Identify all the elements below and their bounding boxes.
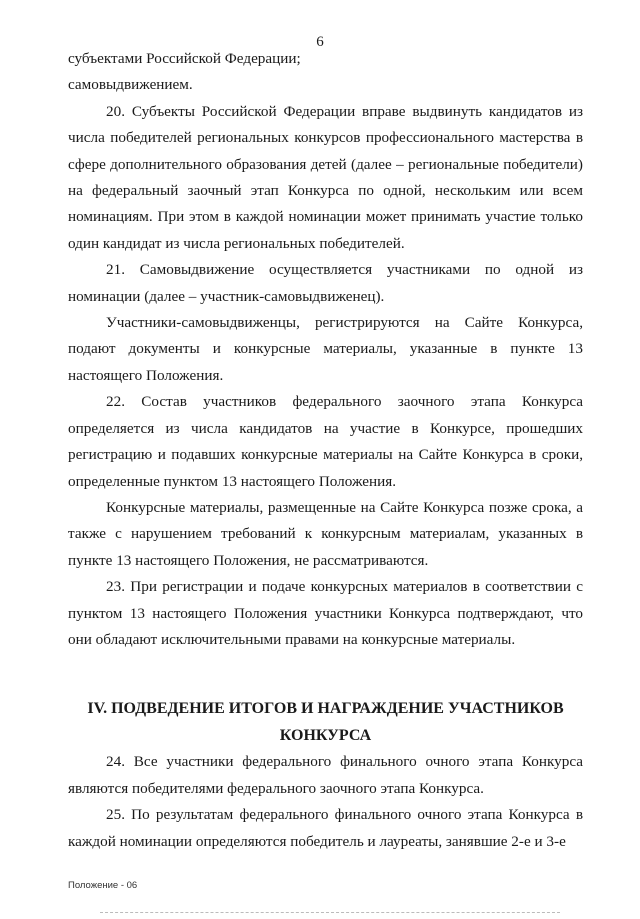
list-item-self-nomination: самовыдвижением. (68, 76, 193, 94)
paragraph-21-registration: Участники-самовыдвиженцы, регистрируются на Сайте Конкурса, подают документы и конкурсные материалы, указанные в пункте 13 настоящего Положения. (68, 314, 583, 384)
page-footer: Положение - 06 (68, 880, 138, 891)
paragraph-23: 23. При регистрации и подаче конкурсных материалов в соответствии с пунктом 13 настоящего Положения участники Конкурса подтверждают, что они обладают исключительными правами на конкурсные материалы. (68, 578, 583, 648)
scan-edge-divider (100, 912, 560, 915)
page-number: 6 (316, 34, 324, 50)
paragraph-22-materials: Конкурсные материалы, размещенные на Сайте Конкурса позже срока, а также с нарушением требований к конкурсным материалам, указанных в пункте 13 настоящего Положения, не рассматриваются. (68, 498, 583, 569)
list-item-subjects: субъектами Российской Федерации; (68, 50, 301, 67)
paragraph-21: 21. Самовыдвижение осуществляется участниками по одной из номинации (далее – участник-самовыдвиженец). (68, 261, 583, 305)
document-body (68, 46, 583, 855)
paragraph-20: 20. Субъекты Российской Федерации вправе выдвинуть кандидатов из числа победителей региональных конкурсов профессионального мастерства в сфере дополнительного образования детей (далее – региональные победители) на федеральный заочный этап Конкурса по одной, нескольким или всем номинациям. При этом в каждой номинации может принимать участие только один кандидат из числа региональных победителей. (68, 102, 583, 252)
section-heading-line1: IV. ПОДВЕДЕНИЕ ИТОГОВ И НАГРАЖДЕНИЕ УЧАСТНИКОВ (87, 700, 564, 718)
paragraph-22: 22. Состав участников федерального заочного этапа Конкурса определяется из числа кандидатов на участие в Конкурсе, прошедших регистрацию и подавших конкурсные материалы на Сайте Конкурса в сроки, определенные пунктом 13 настоящего Положения. (68, 393, 583, 490)
section-heading-line2: КОНКУРСА (279, 727, 372, 745)
section-heading (68, 695, 583, 749)
paragraph-24: 24. Все участники федерального финального очного этапа Конкурса являются победителями федерального заочного этапа Конкурса. (68, 753, 583, 797)
paragraph-25: 25. По результатам федерального финального очного этапа Конкурса в каждой номинации определяются победитель и лауреаты, занявшие 2-е и 3-е (68, 806, 583, 850)
